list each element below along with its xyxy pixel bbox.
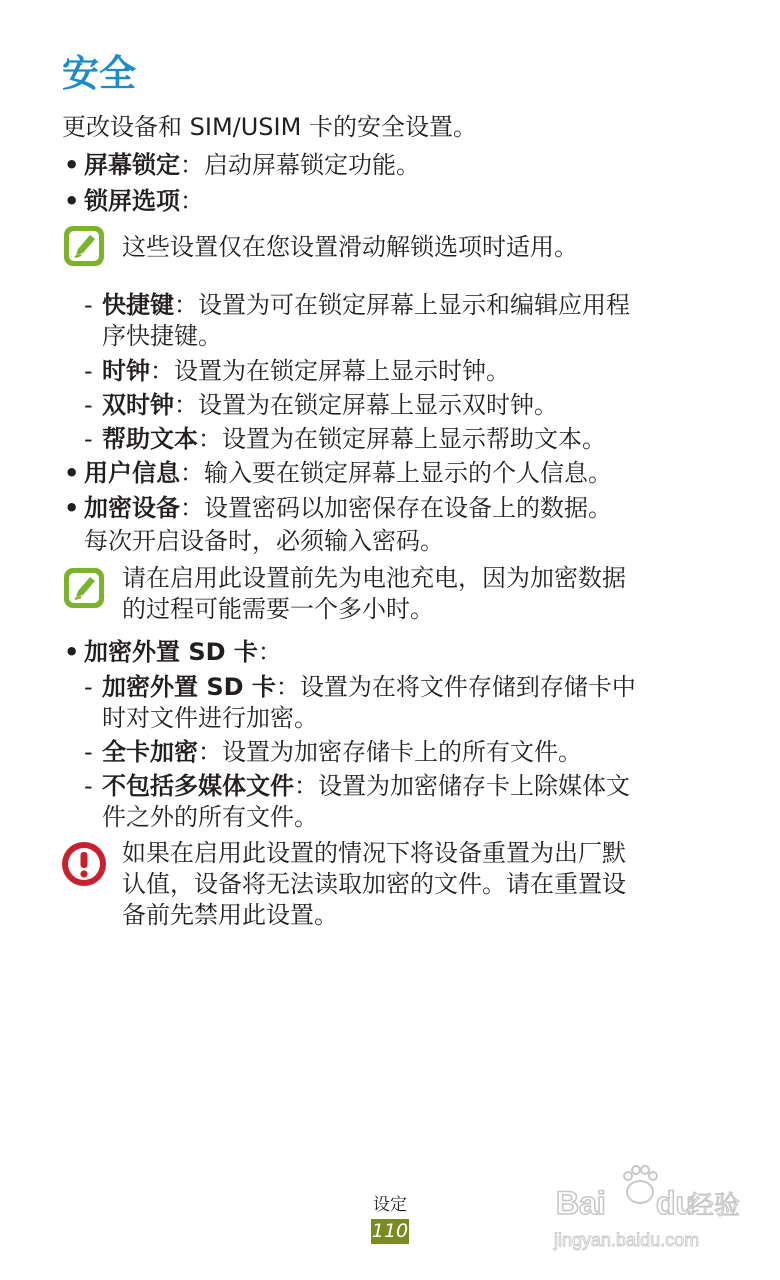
warning-text-line: 认值，设备将无法读取加密的文件。请在重置设 [122, 870, 626, 898]
dash: - [84, 673, 93, 701]
item-desc: ：设置密码以加密保存在设备上的数据。 [180, 494, 612, 522]
note-icon [62, 224, 106, 268]
dash: - [84, 425, 93, 453]
item-label: 全卡加密 [102, 738, 198, 766]
item-label: 快捷键 [102, 291, 174, 319]
item-label: 双时钟 [102, 391, 174, 419]
baidu-watermark-logo [552, 1158, 742, 1254]
watermark-brand-2: du [656, 1185, 696, 1221]
note-text: 这些设置仅在您设置滑动解锁选项时适用。 [122, 233, 578, 261]
item-desc: ：设置为在锁定屏幕上显示帮助文本。 [198, 425, 606, 453]
dash: - [84, 772, 93, 800]
item-label: 锁屏选项 [84, 187, 180, 215]
item-label: 加密设备 [84, 494, 180, 522]
item-desc: ： [180, 187, 204, 215]
watermark-brand: Bai [556, 1185, 606, 1221]
item-label: 不包括多媒体文件 [102, 772, 294, 800]
bullet: • [64, 187, 80, 215]
page-title: 安全 [62, 52, 136, 95]
dash: - [84, 391, 93, 419]
dash: - [84, 357, 93, 385]
item-encrypt-device [84, 491, 612, 525]
item-owner-info [84, 456, 612, 490]
item-desc: ：输入要在锁定屏幕上显示的个人信息。 [180, 459, 612, 487]
item-label: 用户信息 [84, 459, 180, 487]
item-shortcuts-cont: 序快捷键。 [102, 322, 222, 350]
item-desc: ：设置为可在锁定屏幕上显示和编辑应用程 [174, 291, 630, 319]
item-label: 时钟 [102, 357, 150, 385]
item-encrypt-sd-sub [102, 670, 636, 704]
item-label: 加密外置 SD 卡 [102, 673, 276, 701]
item-encrypt-device-cont: 每次开启设备时，必须输入密码。 [84, 527, 444, 555]
item-desc: ：设置为加密存储卡上的所有文件。 [198, 738, 582, 766]
item-desc: ： [257, 638, 282, 666]
warning-icon [60, 840, 108, 888]
bullet: • [64, 151, 80, 179]
bullet: • [64, 638, 80, 666]
footer-section-label: 设定 [373, 1195, 407, 1215]
item-label: 帮助文本 [102, 425, 198, 453]
dash: - [84, 738, 93, 766]
warning-text-line: 备前先禁用此设置。 [122, 901, 338, 929]
item-screen-lock [84, 148, 420, 182]
item-desc: ：设置为加密储存卡上除媒体文 [294, 772, 630, 800]
note-text-line: 的过程可能需要一个多小时。 [122, 595, 434, 623]
page-number: 110 [371, 1220, 409, 1242]
item-desc: ：设置为在锁定屏幕上显示时钟。 [150, 357, 510, 385]
item-exclude-media-cont: 件之外的所有文件。 [102, 803, 318, 831]
item-shortcuts [102, 288, 630, 322]
item-encrypt-sd-sub-cont: 时对文件进行加密。 [102, 704, 318, 732]
item-exclude-media [102, 769, 630, 803]
item-desc: ：启动屏幕锁定功能。 [180, 151, 420, 179]
note-text-line: 请在启用此设置前先为电池充电，因为加密数据 [122, 564, 626, 592]
intro-text: 更改设备和 SIM/USIM 卡的安全设置。 [62, 113, 477, 141]
watermark-url: jingyan.baidu.com [554, 1230, 700, 1250]
warning-text-line: 如果在启用此设置的情况下将设备重置为出厂默 [122, 839, 626, 867]
item-desc: ：设置为在锁定屏幕上显示双时钟。 [174, 391, 558, 419]
watermark-product: 经验 [688, 1191, 741, 1221]
item-full-card [102, 735, 582, 769]
dash: - [84, 291, 93, 319]
item-label: 加密外置 SD 卡 [84, 638, 258, 666]
item-dual-clock [102, 388, 558, 422]
item-desc: ：设置为在将文件存储到存储卡中 [275, 673, 636, 701]
item-encrypt-sd [84, 635, 282, 669]
item-help-text [102, 422, 606, 456]
bullet: • [64, 459, 80, 487]
item-clock [102, 354, 510, 388]
note-icon [62, 566, 106, 610]
item-label: 屏幕锁定 [84, 151, 180, 179]
bullet: • [64, 494, 80, 522]
item-lock-options [84, 184, 204, 218]
